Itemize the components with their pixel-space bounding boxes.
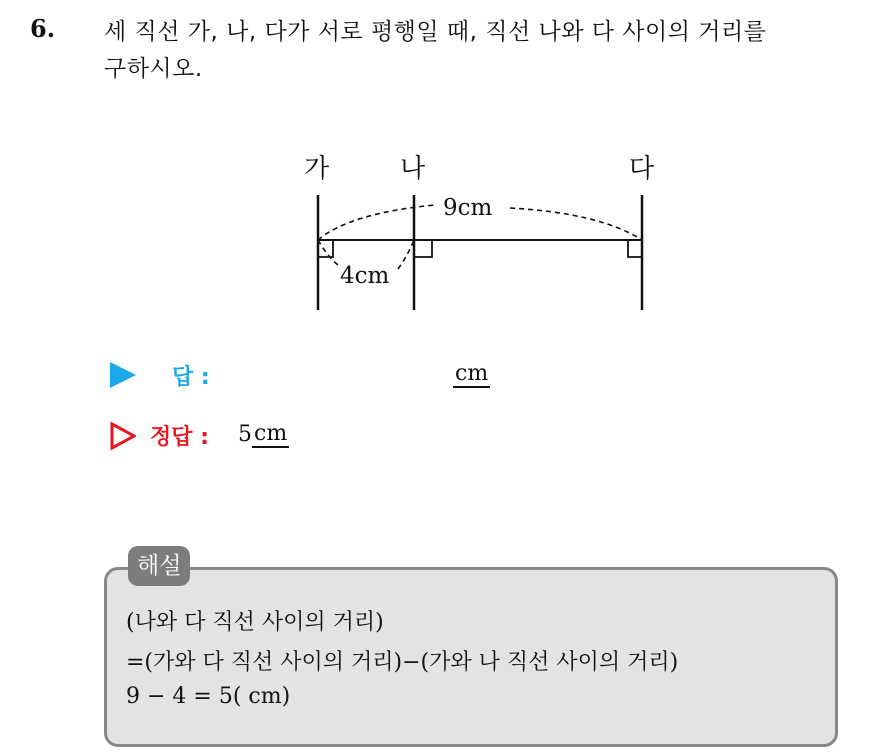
solution-unit: cm [254,421,288,446]
dimension-arc-4cm-left [318,240,338,265]
solution-value: 5 [238,422,252,447]
explanation-line-1: (나와 다 직선 사이의 거리) [126,610,384,635]
dimension-arc-9cm-left [318,205,435,240]
question-number: 6. [30,14,56,43]
parallel-lines-figure [290,145,670,320]
question-line-1: 세 직선 가, 나, 다가 서로 평행일 때, 직선 나와 다 사이의 거리를 [104,19,767,45]
right-angle-mark-na [414,240,432,257]
answer-label: 답 : [172,365,210,390]
solution-label: 정답 : [150,425,209,450]
line-label-da: 다 [629,154,655,184]
measure-9cm: 9cm [443,195,493,221]
explanation-tag: 해설 [128,546,190,586]
answer-unit: cm [455,361,489,386]
measure-4cm: 4cm [340,263,390,289]
dimension-arc-9cm-right [510,208,642,240]
explanation-line-2: =(가와 다 직선 사이의 거리)−(가와 나 직선 사이의 거리) [126,650,679,675]
question-line-2: 구하시오. [104,56,203,82]
line-label-ga: 가 [304,154,330,184]
solution-outline-arrow-icon [110,422,136,450]
dimension-arc-4cm-right [398,240,414,269]
explanation-line-3: 9 − 4 = 5( cm) [126,684,291,709]
answer-arrow-icon [110,362,136,388]
right-angle-mark-da [628,240,642,257]
line-label-na: 나 [400,154,426,184]
solution-row [110,420,510,454]
answer-row [110,360,610,394]
question-text [104,14,874,88]
